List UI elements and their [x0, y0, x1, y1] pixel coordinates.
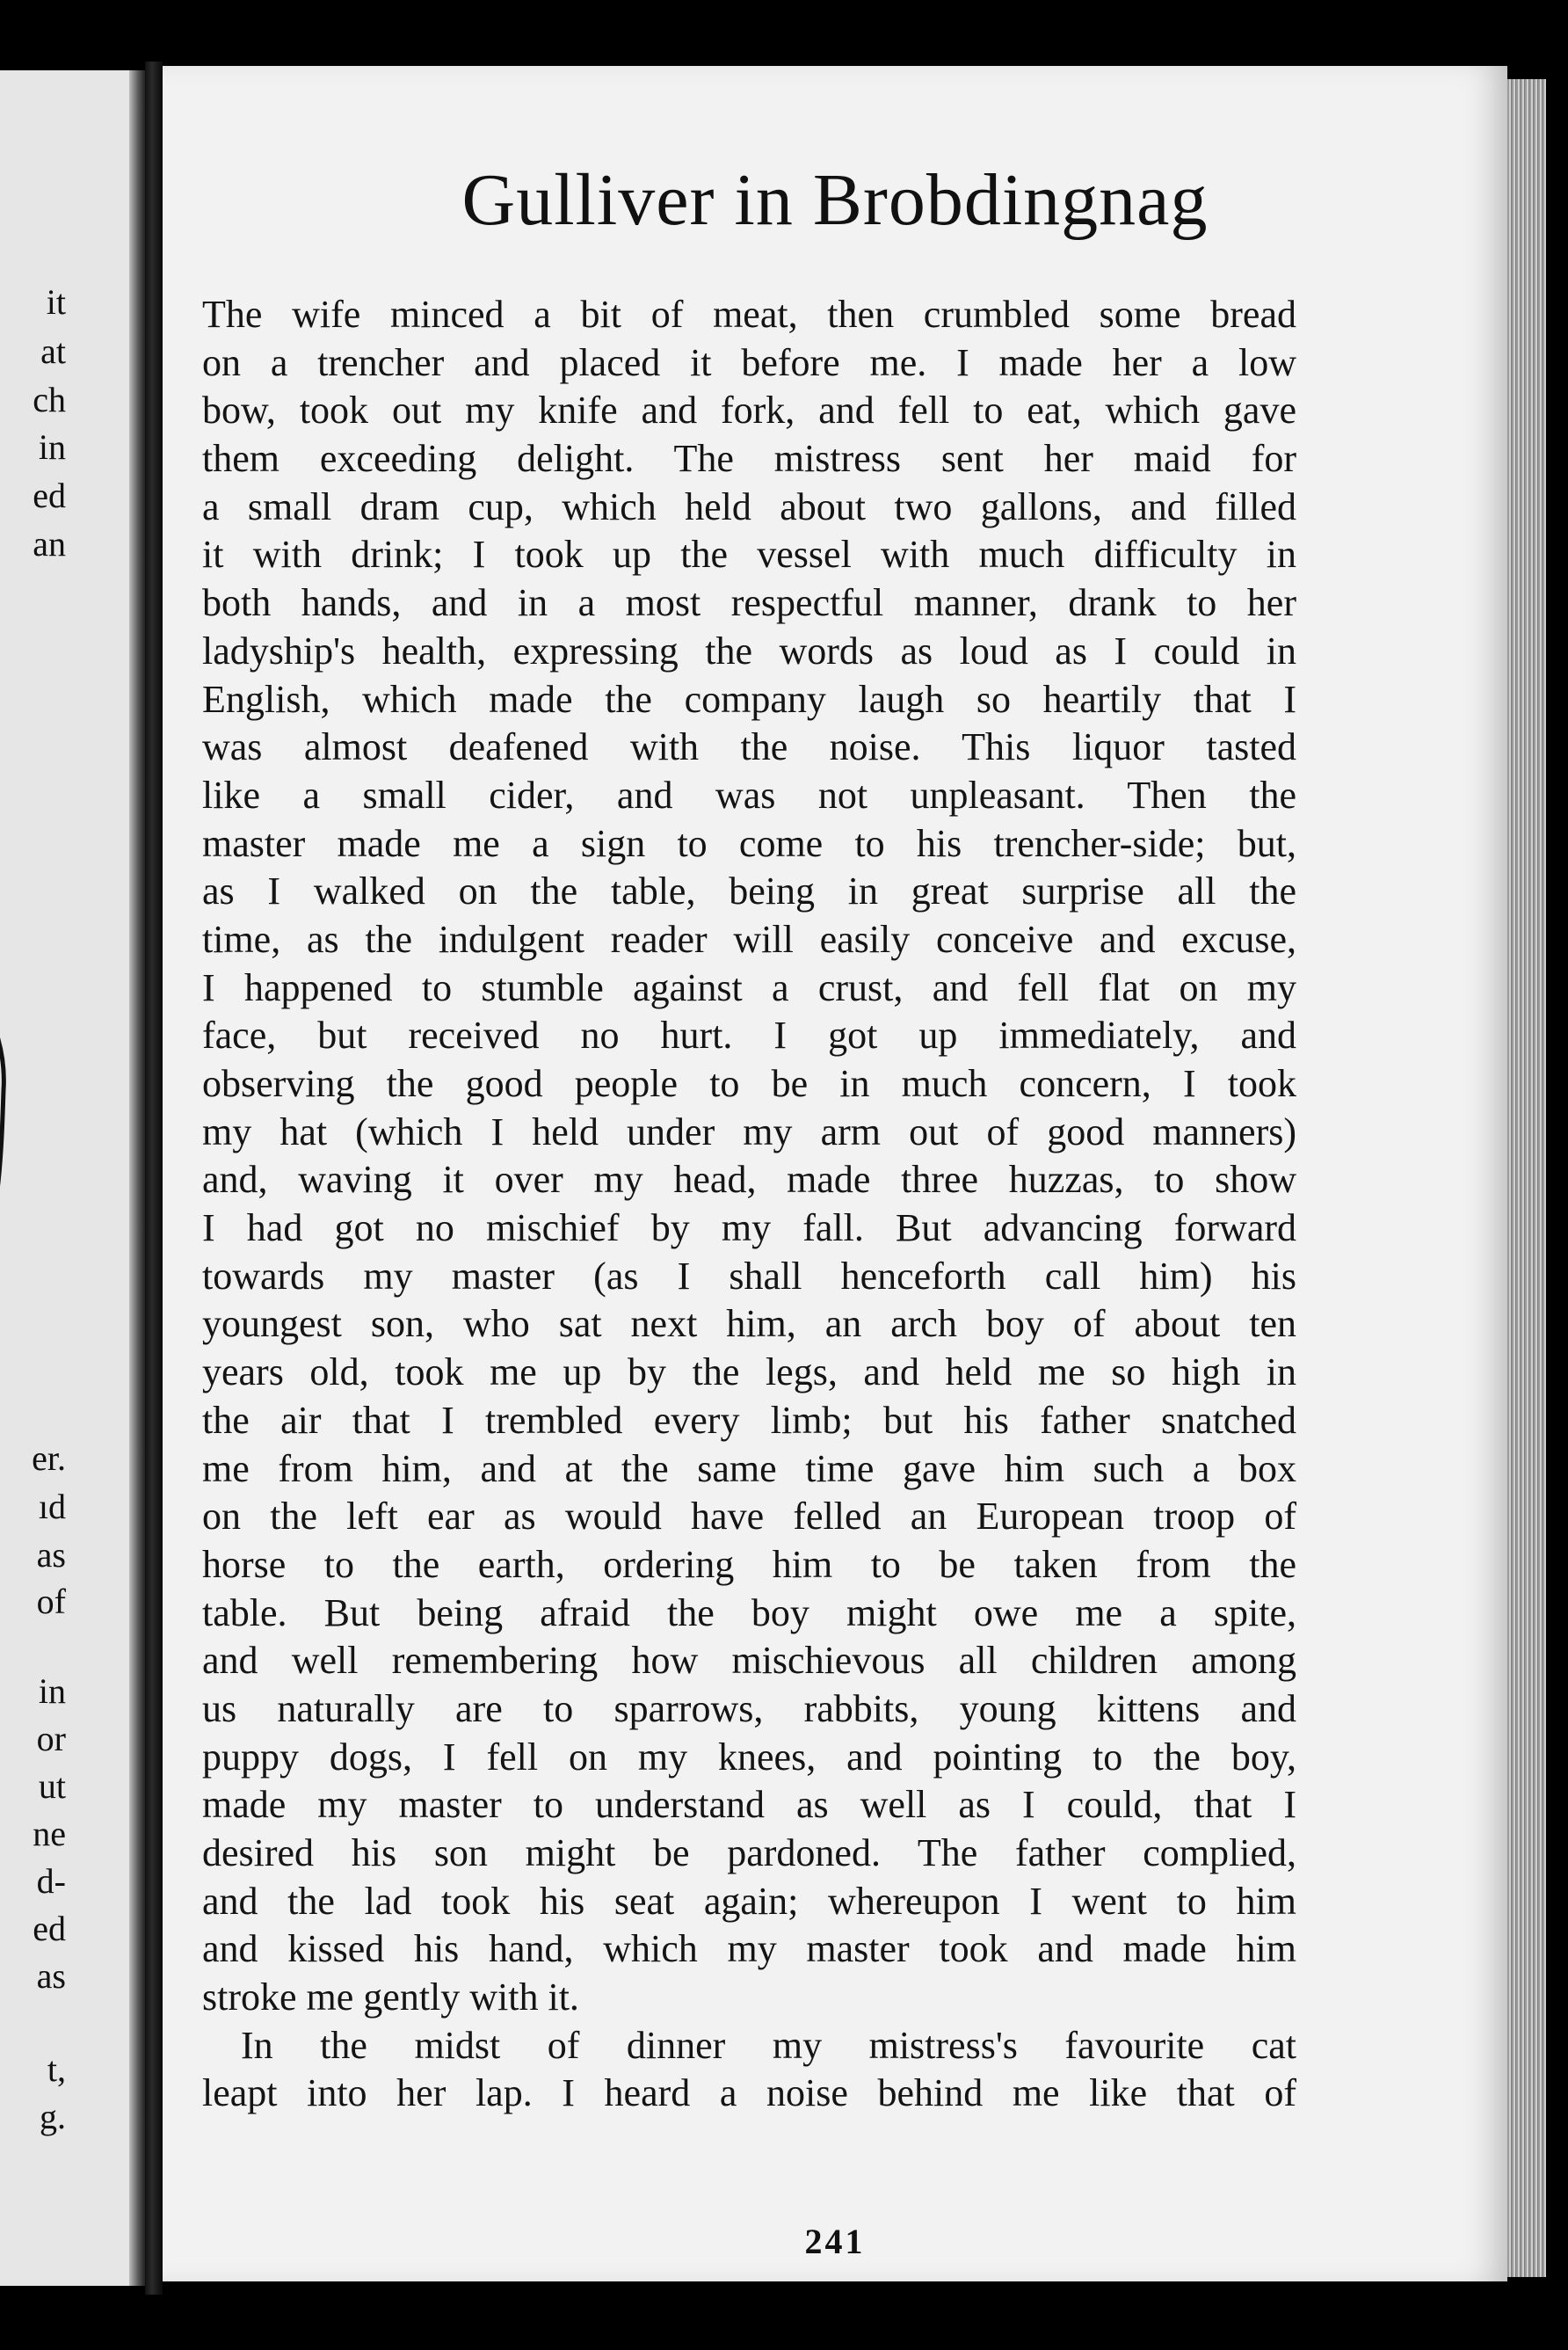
- left-page-fragment: it: [46, 282, 66, 322]
- text-line: puppy dogs, I fell on my knees, and pointing to the boy,: [202, 1735, 1296, 1779]
- text-line: and, waving it over my head, made three huzzas, to show: [202, 1158, 1296, 1202]
- text-line: and well remembering how mischievous all children among: [202, 1639, 1296, 1683]
- text-line: master made me a sign to come to his trencher-side; but,: [202, 821, 1296, 865]
- body-text: [202, 291, 1296, 2118]
- text-line: towards my master (as I shall henceforth call him) his: [202, 1254, 1296, 1298]
- page-edges: [1507, 79, 1546, 2277]
- left-page-fragment: g.: [40, 2097, 66, 2136]
- text-line: In the midst of dinner my mistress's favourite cat: [241, 2023, 1296, 2067]
- book-binding: [145, 62, 163, 2295]
- left-page-fragment: as: [36, 1956, 66, 1996]
- circle-illustration-fragment: [0, 949, 7, 1336]
- text-line: both hands, and in a most respectful manner, drank to her: [202, 581, 1296, 625]
- left-page-fragment: t,: [47, 2049, 66, 2089]
- left-page-fragment: ed: [33, 476, 66, 515]
- text-line: time, as the indulgent reader will easily conceive and excuse,: [202, 917, 1296, 961]
- left-page-fragment: of: [36, 1582, 66, 1621]
- page-number: 241: [804, 2222, 866, 2261]
- left-page-fragment: in: [38, 1671, 66, 1711]
- text-line: English, which made the company laugh so heartily that I: [202, 677, 1296, 721]
- text-line: youngest son, who sat next him, an arch boy of about ten: [202, 1302, 1296, 1346]
- text-line: leapt into her lap. I heard a noise behind me like that of: [202, 2071, 1296, 2115]
- text-line: face, but received no hurt. I got up immediately, and: [202, 1014, 1296, 1058]
- left-page-gutter-shadow: [129, 70, 145, 2286]
- text-line: my hat (which I held under my arm out of good manners): [202, 1110, 1296, 1153]
- text-line: on the left ear as would have felled an European troop of: [202, 1495, 1296, 1539]
- text-line: ladyship's health, expressing the words as loud as I could in: [202, 629, 1296, 673]
- left-page-fragment: ut: [38, 1766, 66, 1806]
- left-page-fragment: d-: [36, 1861, 66, 1901]
- left-page-fragment: ed: [33, 1909, 66, 1948]
- text-line: I happened to stumble against a crust, and fell flat on my: [202, 965, 1296, 1009]
- text-line: on a trencher and placed it before me. I made her a low: [202, 340, 1296, 384]
- left-page-fragment: in: [38, 427, 66, 467]
- left-page-fragment: ch: [33, 380, 66, 419]
- text-line: The wife minced a bit of meat, then crumbled some bread: [202, 293, 1296, 336]
- text-line: bow, took out my knife and fork, and fell to eat, which gave: [202, 389, 1296, 433]
- text-line: stroke me gently with it.: [202, 1975, 579, 2019]
- left-page-fragment: er.: [32, 1438, 66, 1478]
- left-page: [0, 70, 145, 2286]
- left-page-fragment: as: [36, 1535, 66, 1575]
- text-line: it with drink; I took up the vessel with much difficulty in: [202, 533, 1296, 577]
- text-line: I had got no mischief by my fall. But advancing forward: [202, 1206, 1296, 1250]
- text-line: them exceeding delight. The mistress sent her maid for: [202, 437, 1296, 481]
- text-line: observing the good people to be in much concern, I took: [202, 1062, 1296, 1105]
- text-line: and kissed his hand, which my master took and made him: [202, 1927, 1296, 1971]
- text-line: table. But being afraid the boy might owe me a spite,: [202, 1590, 1296, 1634]
- text-line: a small dram cup, which held about two gallons, and filled: [202, 484, 1296, 528]
- text-line: us naturally are to sparrows, rabbits, young kittens and: [202, 1686, 1296, 1730]
- right-page: [163, 66, 1507, 2281]
- running-head-title: Gulliver in Brobdingnag: [461, 159, 1209, 241]
- text-line: horse to the earth, ordering him to be taken from the: [202, 1542, 1296, 1586]
- left-page-fragment: ıd: [38, 1487, 66, 1526]
- text-line: was almost deafened with the noise. This liquor tasted: [202, 725, 1296, 769]
- text-line: desired his son might be pardoned. The father complied,: [202, 1831, 1296, 1874]
- text-line: me from him, and at the same time gave him such a box: [202, 1446, 1296, 1490]
- text-line: like a small cider, and was not unpleasant. Then the: [202, 773, 1296, 817]
- left-page-fragment: at: [40, 331, 66, 371]
- left-page-fragment: an: [33, 524, 66, 564]
- text-line: as I walked on the table, being in great surprise all the: [202, 869, 1296, 913]
- left-page-fragment: ne: [33, 1814, 66, 1853]
- left-page-fragment: or: [36, 1719, 66, 1758]
- text-line: the air that I trembled every limb; but his father snatched: [202, 1398, 1296, 1442]
- text-line: made my master to understand as well as I could, that I: [202, 1783, 1296, 1827]
- text-line: and the lad took his seat again; whereupon I went to him: [202, 1879, 1296, 1923]
- text-line: years old, took me up by the legs, and held me so high in: [202, 1350, 1296, 1394]
